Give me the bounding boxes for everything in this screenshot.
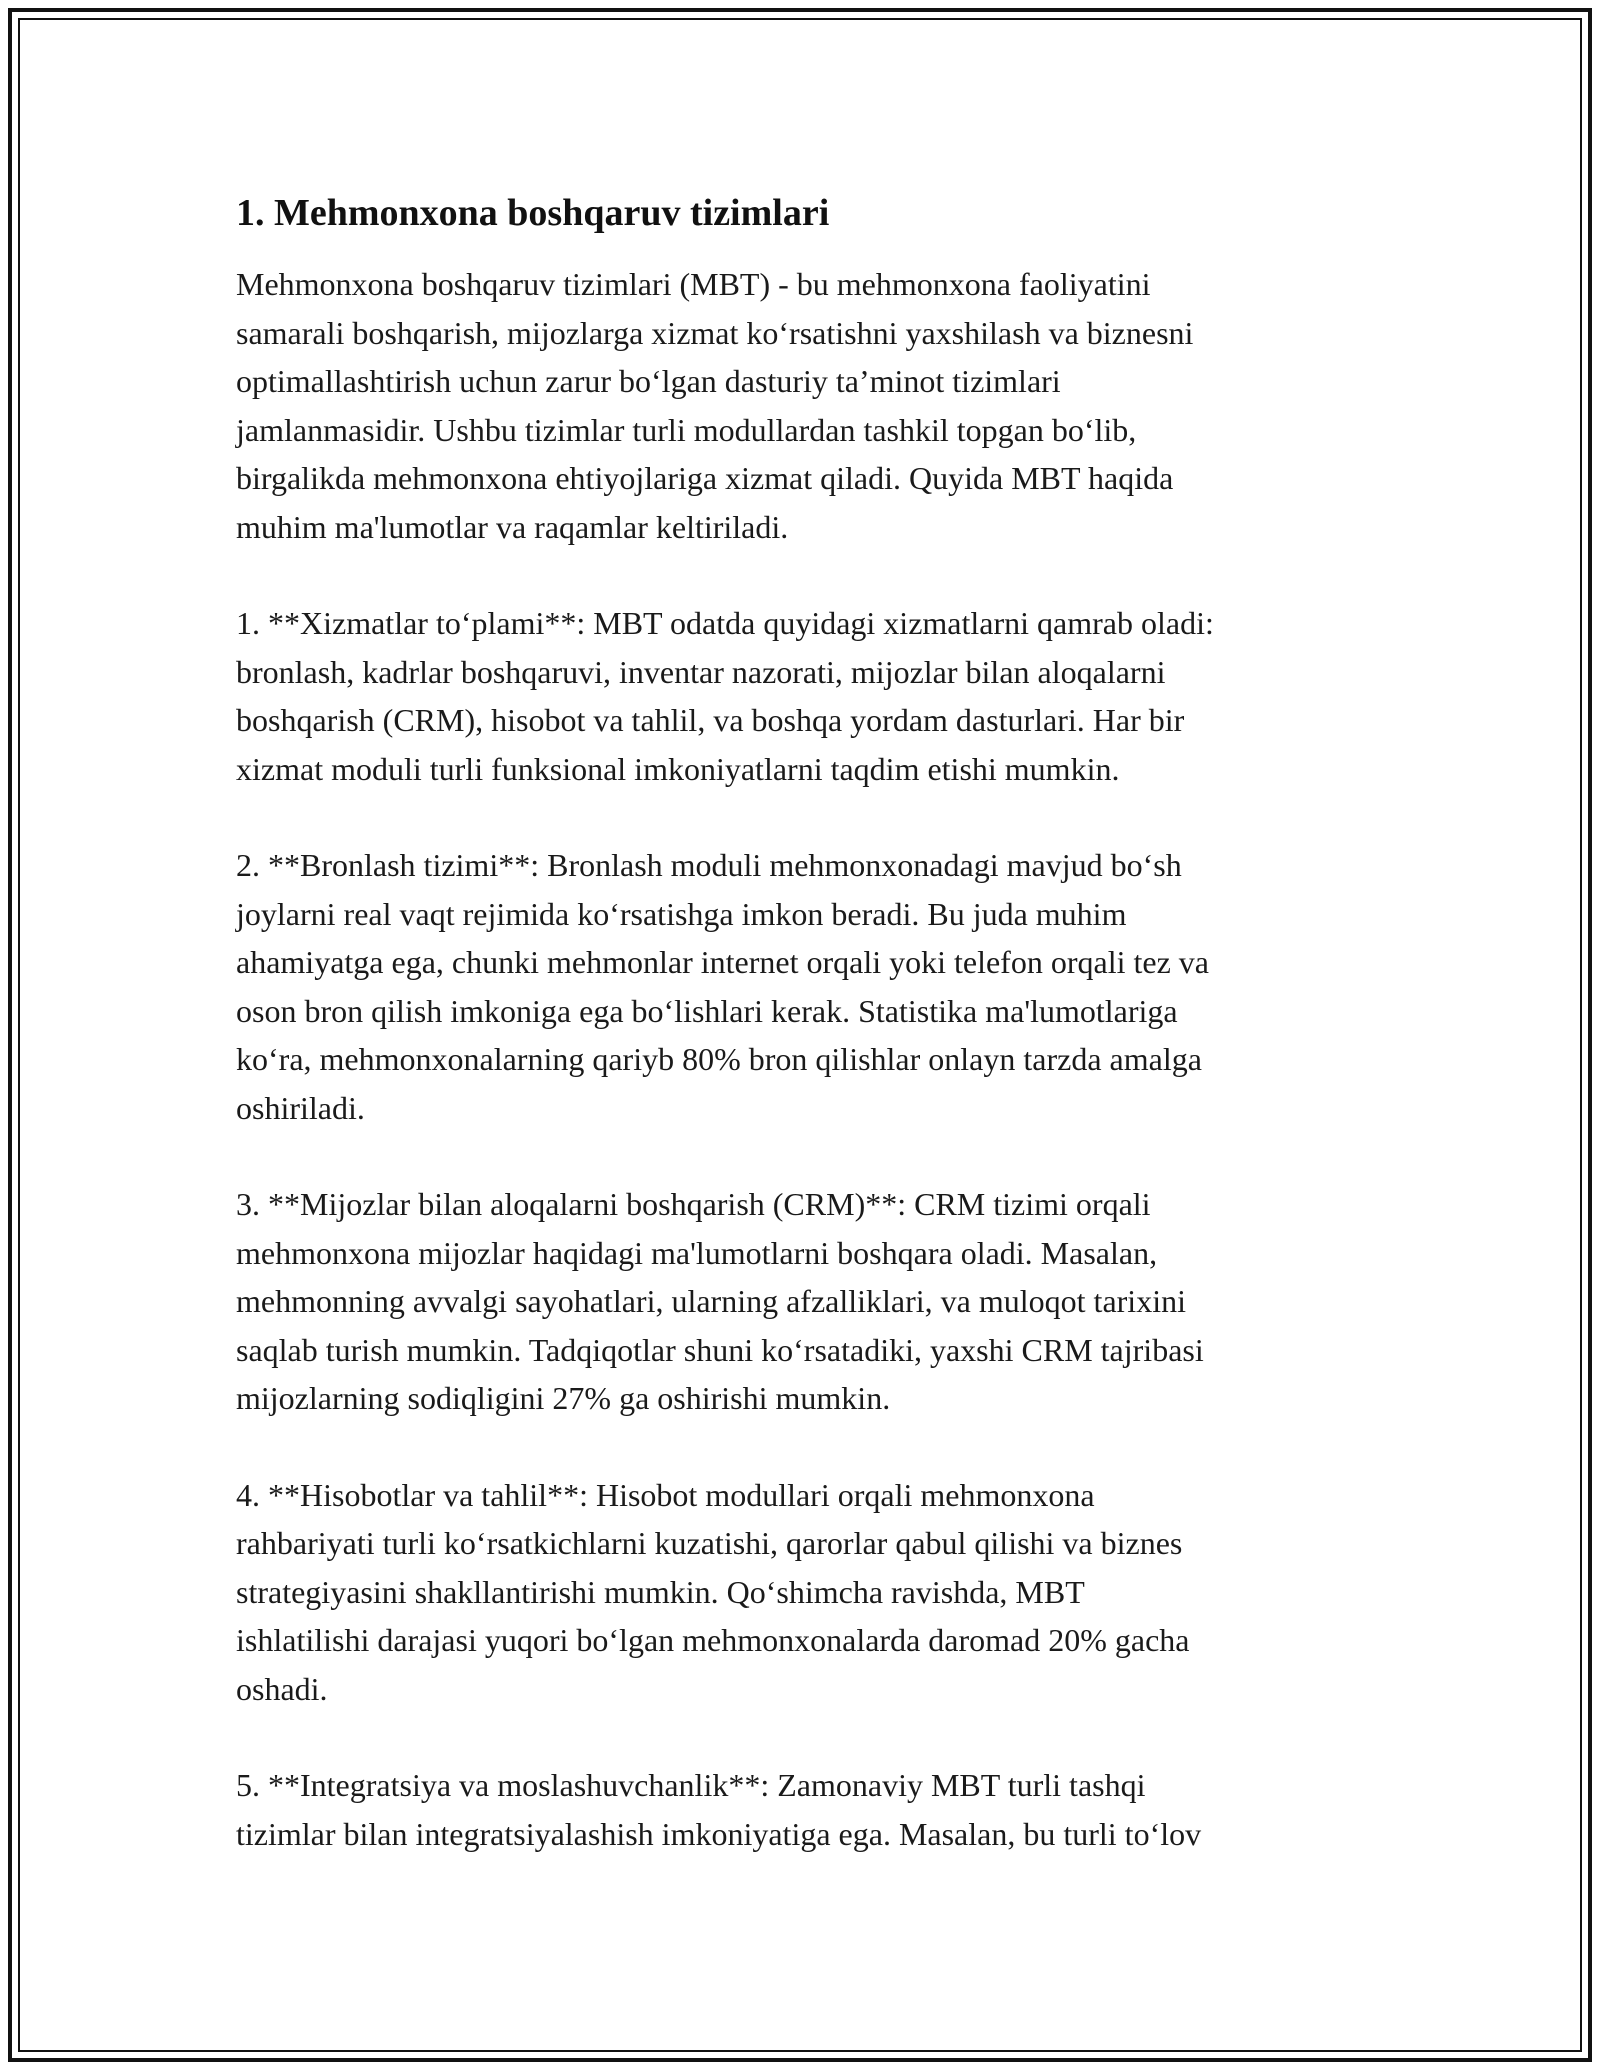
paragraph-booking: 2. **Bronlash tizimi**: Bronlash moduli mehmonxonadagi mavjud bo‘sh joylarni real vaqt rejimida ko‘rsatishga imkon beradi. Bu juda muhim ahamiyatga ega, chunki mehmonlar internet orqali yoki telefon orqali tez va oson bron qilish imkoniga ega bo‘lishlari kerak. Statistika ma'lumotlariga ko‘ra, mehmonxonalarning qariyb 80% bron qilishlar onlayn tarzda amalga oshiriladi. <box>236 847 1209 1126</box>
paragraph-services: 1. **Xizmatlar to‘plami**: MBT odatda quyidagi xizmatlarni qamrab oladi: bronlash, kadrlar boshqaruvi, inventar nazorati, mijozlar bilan aloqalarni boshqarish (CRM), hisobot va tahlil, va boshqa yordam dasturlari. Har bir xizmat moduli turli funksional imkoniyatlarni taqdim etishi mumkin. <box>236 605 1214 787</box>
intro-paragraph: Mehmonxona boshqaruv tizimlari (MBT) - bu mehmonxona faoliyatini samarali boshqarish, mijozlarga xizmat ko‘rsatishni yaxshilash va biznesni optimallashtirish uchun zarur bo‘lgan dasturiy ta’minot tizimlari jamlanmasidir. Ushbu tizimlar turli modullardan tashkil topgan bo‘lib, birgalikda mehmonxona ehtiyojlariga xizmat qiladi. Quyida MBT haqida muhim ma'lumotlar va raqamlar keltiriladi. <box>236 266 1194 545</box>
document-body <box>236 188 1376 1906</box>
paragraph-reports: 4. **Hisobotlar va tahlil**: Hisobot modullari orqali mehmonxona rahbariyati turli ko‘rsatkichlarni kuzatishi, qarorlar qabul qilishi va biznes strategiyasini shakllantirishi mumkin. Qo‘shimcha ravishda, MBT ishlatilishi darajasi yuqori bo‘lgan mehmonxonalarda daromad 20% gacha oshadi. <box>236 1476 1190 1707</box>
paragraph-crm: 3. **Mijozlar bilan aloqalarni boshqarish (CRM)**: CRM tizimi orqali mehmonxona mijozlar haqidagi ma'lumotlarni boshqara oladi. Masalan, mehmonning avvalgi sayohatlari, ularning afzalliklari, va muloqot tarixini saqlab turish mumkin. Tadqiqotlar shuni ko‘rsatadiki, yaxshi CRM tajribasi mijozlarning sodiqligini 27% ga oshirishi mumkin. <box>236 1186 1204 1416</box>
section-heading: 1. Mehmonxona boshqaruv tizimlari <box>236 192 830 234</box>
paragraph-integration: 5. **Integratsiya va moslashuvchanlik**: Zamonaviy MBT turli tashqi tizimlar bilan integratsiyalashish imkoniyatiga ega. Masalan, bu turli to‘lov <box>236 1767 1202 1852</box>
